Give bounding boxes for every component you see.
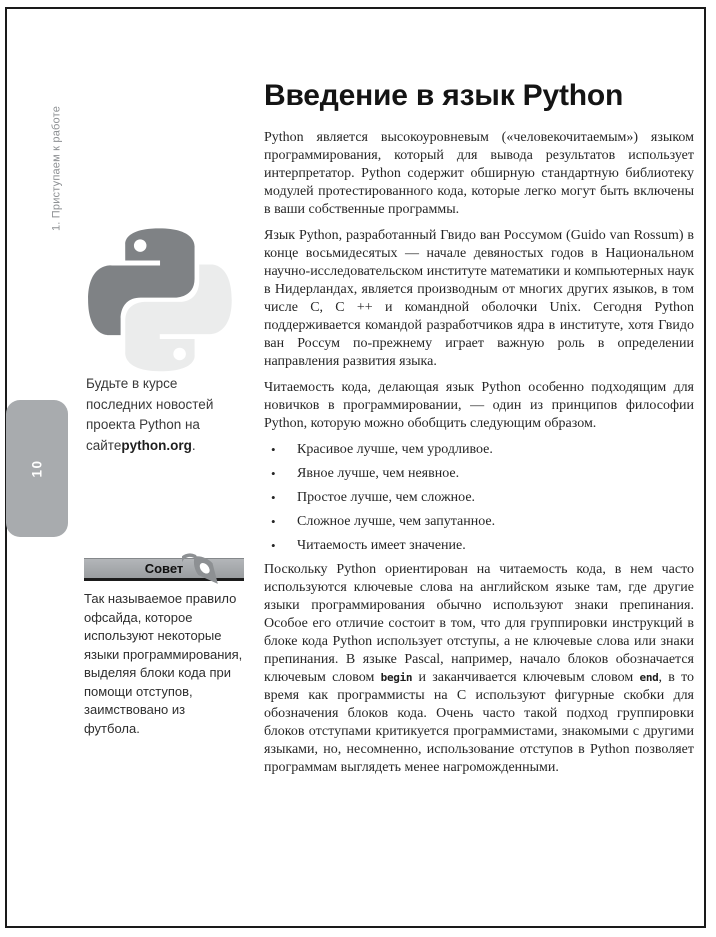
marker-icon bbox=[182, 544, 230, 594]
text-run: и заканчивается ключевым словом bbox=[412, 670, 640, 685]
caption-site-name: python.org bbox=[121, 437, 192, 453]
paragraph bbox=[264, 379, 694, 433]
text-run: , в то время как программисты на C используют фигурные скобки для обозначения блоков кода. Очень часто такой подход группировки блоков отступами критикуется программистами, знакомыми с другими языками, но, несомненно, использование отступов в Python позволяет программам выглядеть менее нагроможденными. bbox=[264, 670, 694, 775]
closing-paragraphs bbox=[264, 561, 694, 777]
text-run: Читаемость кода, делающая язык Python особенно подходящим для новичков в программировании, — один из принципов философии Python, которую можно обобщить следующим образом. bbox=[264, 380, 694, 431]
intro-paragraphs bbox=[264, 129, 694, 433]
caption-period: . bbox=[191, 437, 196, 453]
text-run: Язык Python, разработанный Гвидо ван Россумом (Guido van Rossum) в конце восьмидесятых — начале девяностых годов в Национальном научно-исследовательском институте математики и компьютерных наук в Нидерландах, является производным от многих других языков, в том числе C, C ++ и командной оболочки Unix. Сегодня Python поддерживается командой разработчиков ядра в институте, хотя Гвидо ван Россум по-прежнему играет важную роль в определении направления развития языка. bbox=[264, 228, 694, 369]
inline-code: begin bbox=[380, 671, 413, 684]
chapter-label: 1. Приступаем к работе bbox=[50, 105, 63, 232]
page-number-tab bbox=[6, 400, 68, 537]
page-number: 10 bbox=[29, 459, 45, 478]
paragraph bbox=[264, 129, 694, 219]
paragraph bbox=[264, 227, 694, 371]
list-item: • Сложное лучше, чем запутанное. bbox=[264, 513, 694, 531]
text-run: Поскольку Python ориентирован на читаемость кода, в нем часто используются ключевые слова на английском языке там, где другие языки программирования обычно используют знаки препинания. Особое его отличие состоит в том, что для группировки инструкций в блоке кода Python использует отступы, а не ключевые слова или знаки препинания. В языке Pascal, например, начало блоков обозначается ключевым словом bbox=[264, 562, 694, 685]
list-item: • Явное лучше, чем неявное. bbox=[264, 465, 694, 483]
tip-label: Совет bbox=[144, 561, 184, 576]
list-item: • Простое лучше, чем сложное. bbox=[264, 489, 694, 507]
principles-list bbox=[264, 441, 694, 555]
list-item: • Красивое лучше, чем уродливое. bbox=[264, 441, 694, 459]
caption-text: Будьте в курсе последних новостей проекта Python на сайте bbox=[86, 376, 214, 453]
python-logo-icon bbox=[88, 226, 232, 374]
main-content bbox=[264, 78, 694, 785]
logo-caption bbox=[86, 374, 244, 456]
tip-box bbox=[84, 558, 244, 738]
page-title: Введение в язык Python bbox=[264, 79, 624, 112]
text-run: Python является высокоуровневым («человекочитаемым») языком программирования, который для вывода результатов использует интерпретатор. Python содержит обширную стандартную библиотеку модулей протестированного кода, которые легко могут быть включены в ваши собственные программы. bbox=[264, 130, 694, 217]
tip-text: Так называемое правило офсайда, которое используют некоторые языки программирования, выделяя блоки кода при помощи отступов, заимствовано из футбола. bbox=[84, 591, 243, 736]
list-item: • Читаемость имеет значение. bbox=[264, 537, 694, 555]
inline-code: end bbox=[639, 671, 659, 684]
paragraph bbox=[264, 561, 694, 777]
